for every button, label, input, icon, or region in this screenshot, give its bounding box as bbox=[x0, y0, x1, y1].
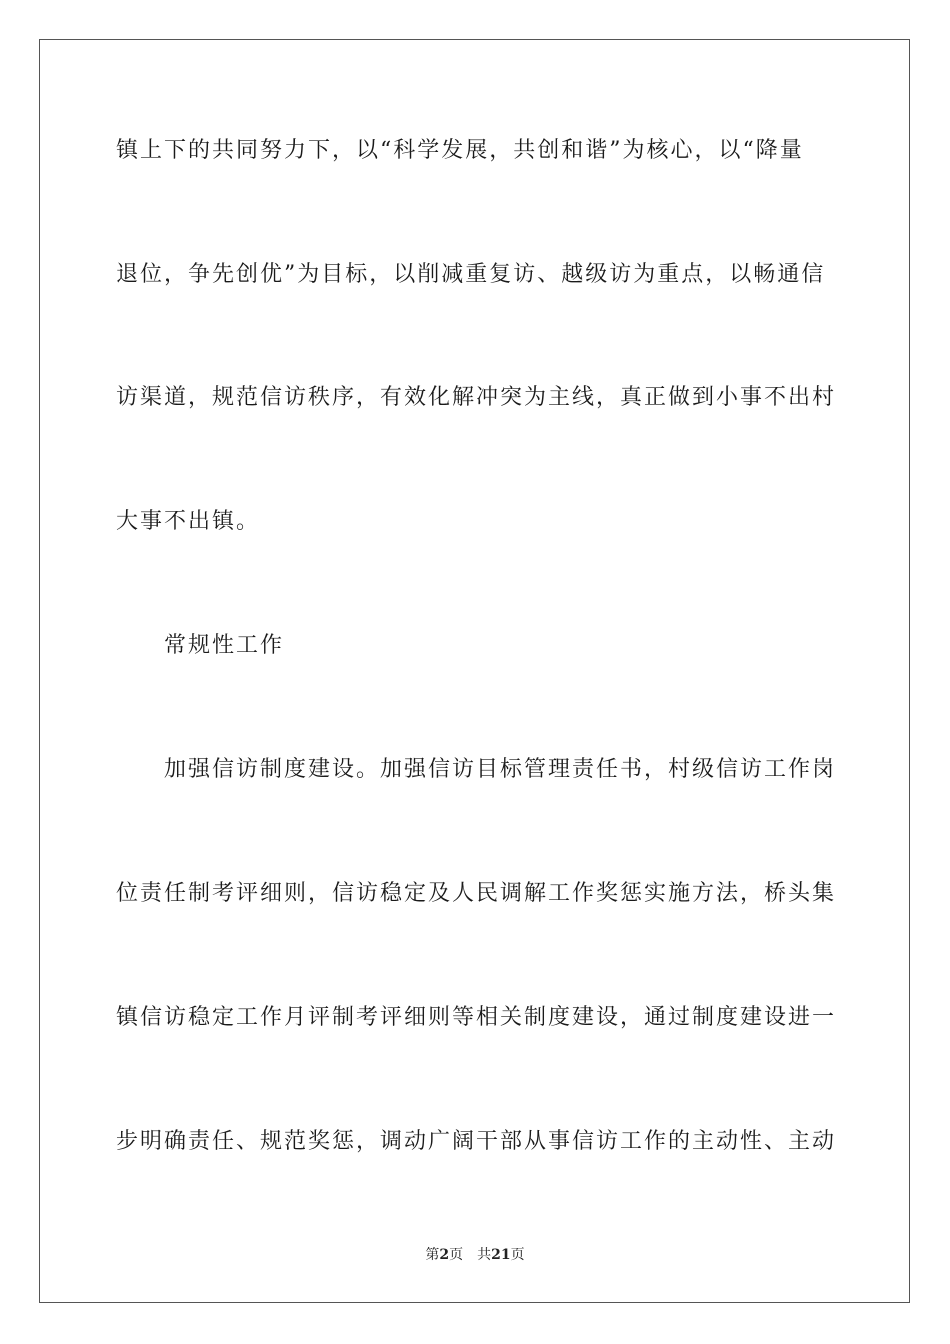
paragraph-line: 加强信访制度建设。加强信访目标管理责任书，村级信访工作岗 bbox=[164, 757, 837, 782]
paragraph-line: 访渠道，规范信访秩序，有效化解冲突为主线，真正做到小事不出村 bbox=[116, 385, 837, 410]
paragraph-line: 镇信访稳定工作月评制考评细则等相关制度建设，通过制度建设进一 bbox=[116, 1005, 837, 1030]
paragraph-line: 位责任制考评细则，信访稳定及人民调解工作奖惩实施方法，桥头集 bbox=[116, 881, 837, 906]
total-prefix: 共 bbox=[477, 1247, 492, 1263]
section-heading: 常规性工作 bbox=[164, 633, 285, 658]
page-footer bbox=[0, 1246, 950, 1264]
page-border bbox=[39, 39, 910, 1303]
paragraph-line: 步明确责任、规范奖惩，调动广阔干部从事信访工作的主动性、主动 bbox=[116, 1129, 837, 1154]
total-suffix: 页 bbox=[510, 1247, 525, 1263]
paragraph-line: 退位，争先创优”为目标，以削减重复访、越级访为重点，以畅通信 bbox=[116, 262, 826, 287]
page-prefix: 第 bbox=[425, 1247, 440, 1263]
page-number: 2 bbox=[439, 1247, 450, 1263]
paragraph-line: 大事不出镇。 bbox=[116, 509, 261, 534]
total-pages: 21 bbox=[491, 1247, 511, 1263]
paragraph-line: 镇上下的共同努力下，以“科学发展，共创和谐”为核心，以“降量 bbox=[116, 138, 804, 163]
page-suffix: 页 bbox=[449, 1247, 464, 1263]
